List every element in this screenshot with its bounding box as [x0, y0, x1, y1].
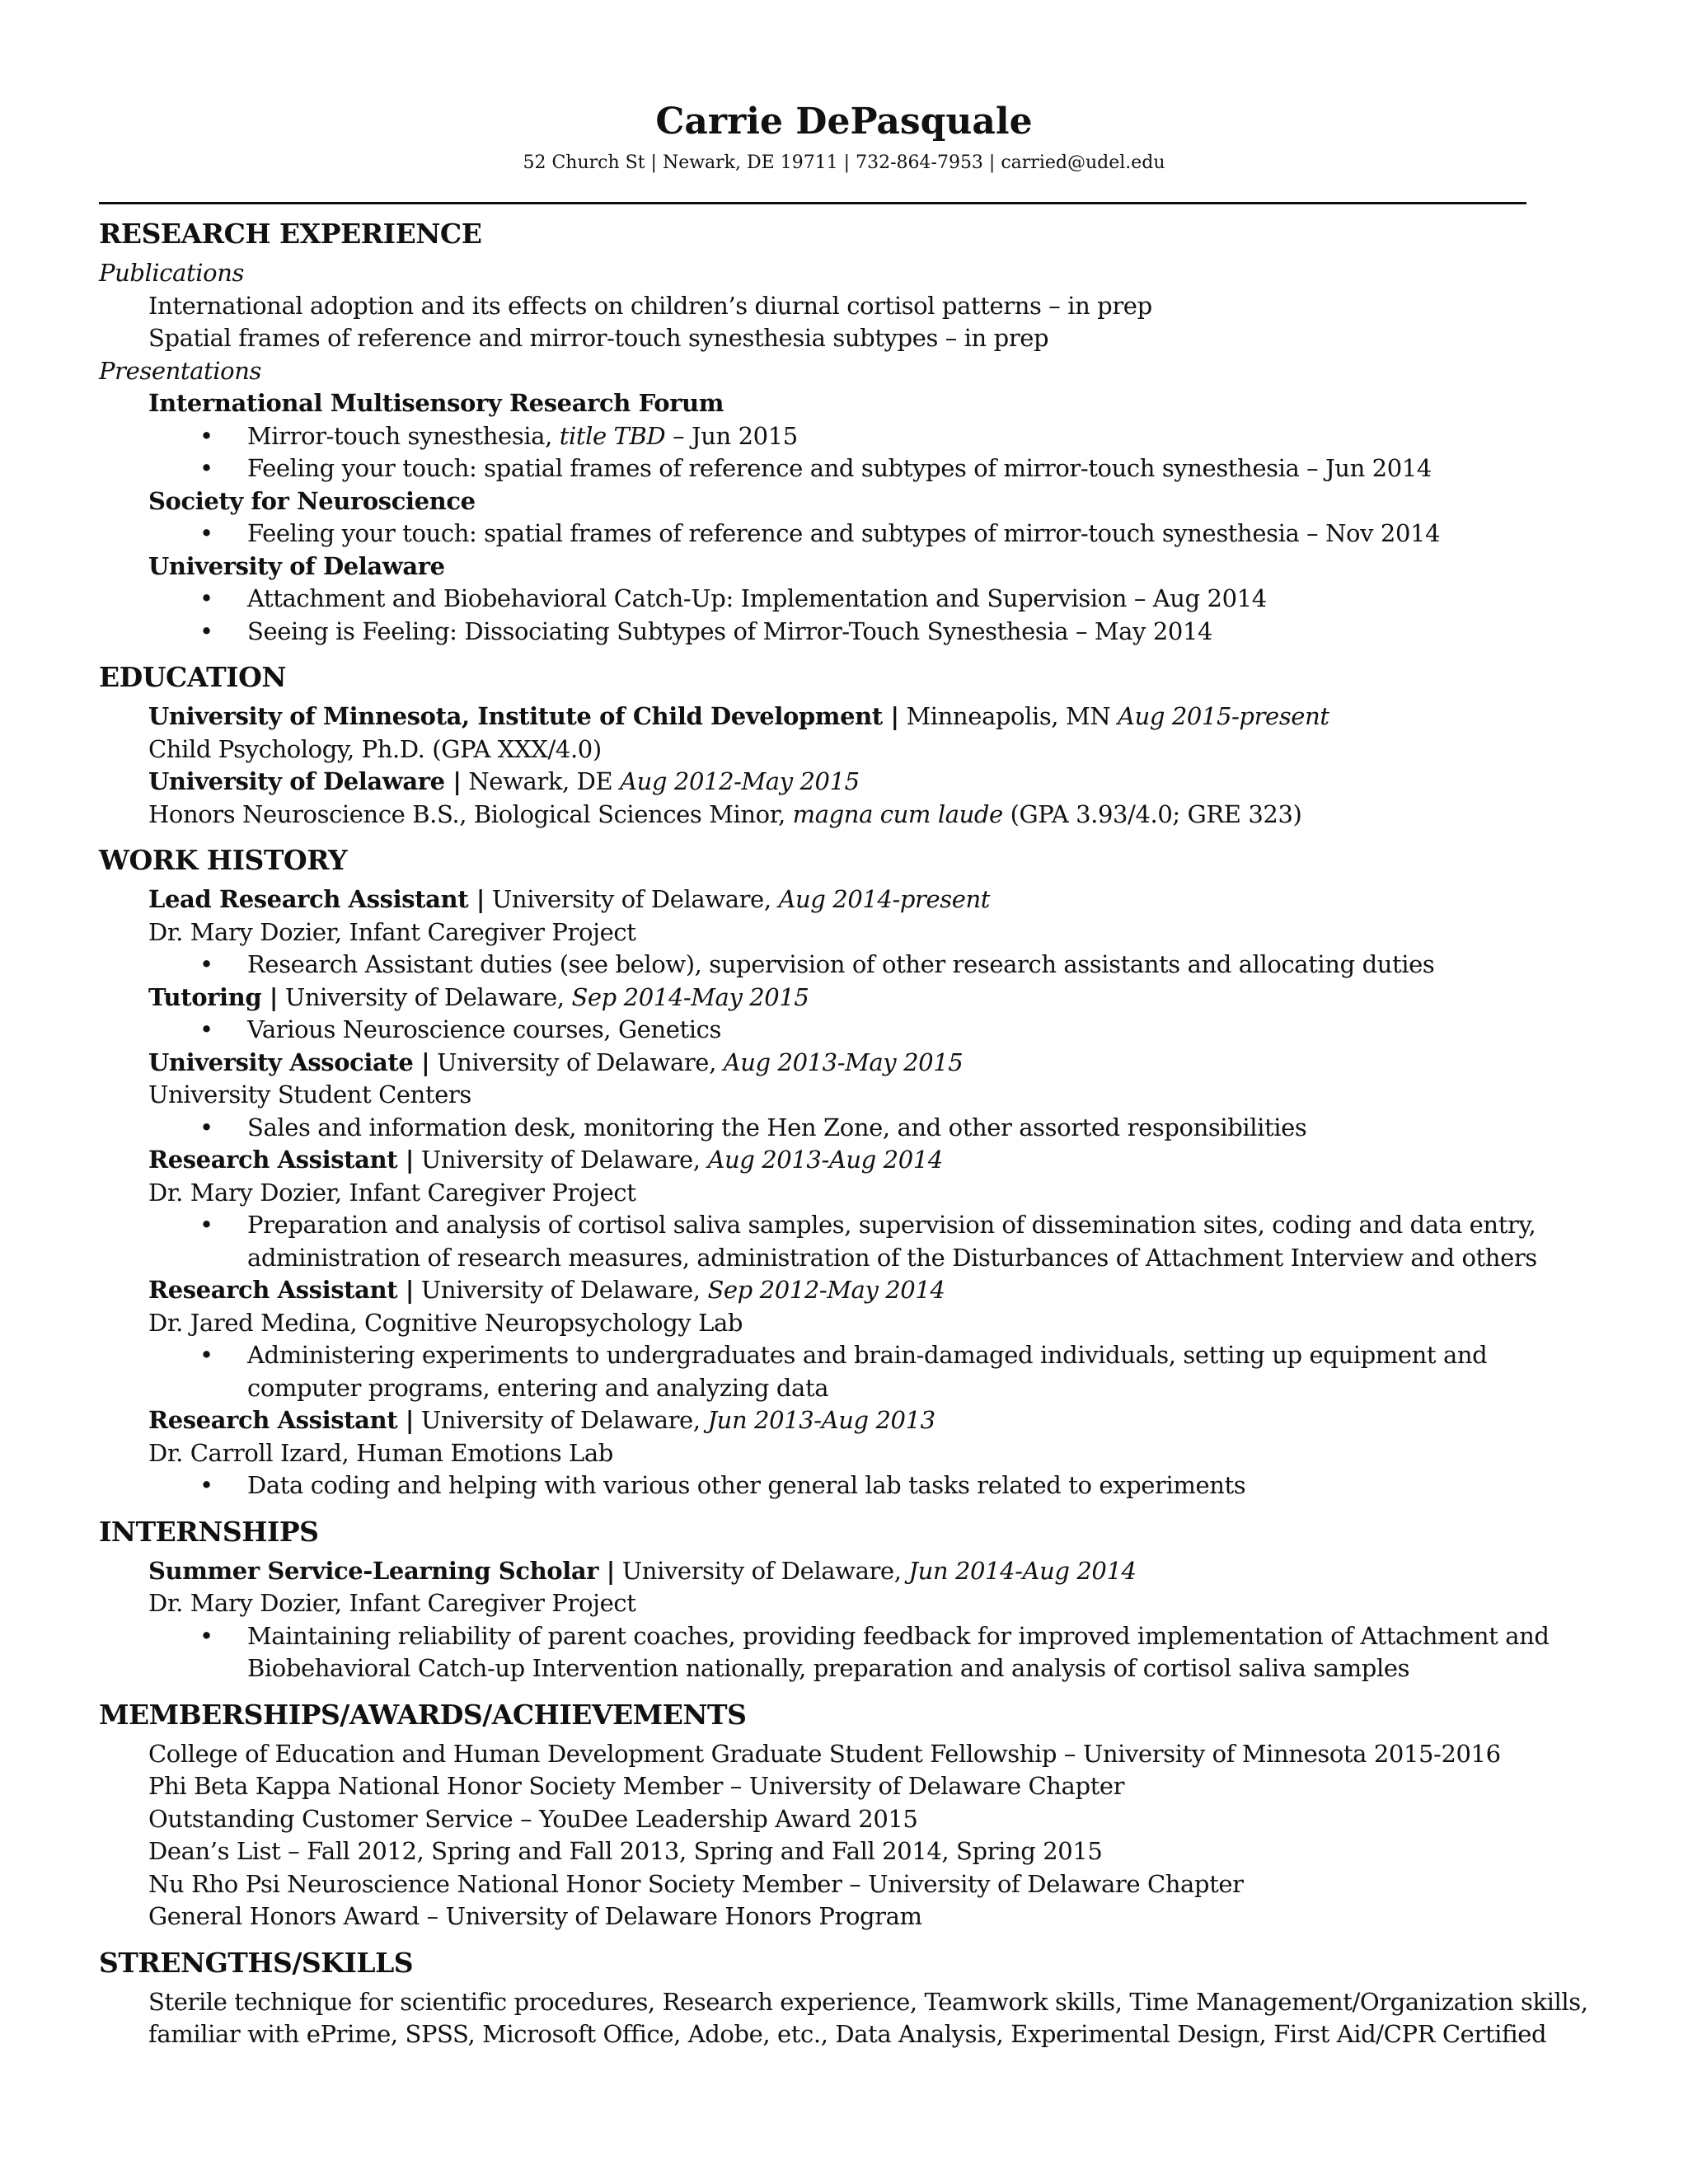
publication-item: Spatial frames of reference and mirror-touch synesthesia subtypes – in prep: [148, 324, 1049, 352]
memberships-section: [99, 1692, 1582, 1933]
job-duty: • Administering experiments to undergraduates and brain-damaged individuals, setting up equipment and: [99, 1339, 1582, 1372]
job-duty-continued: computer programs, entering and analyzing data: [247, 1373, 829, 1402]
membership-item: General Honors Award – University of Delaware Honors Program: [148, 1902, 922, 1930]
job-supervisor: Dr. Mary Dozier, Infant Caregiver Project: [148, 917, 636, 946]
job-supervisor: Dr. Carroll Izard, Human Emotions Lab: [148, 1438, 613, 1467]
job-supervisor: Dr. Jared Medina, Cognitive Neuropsychology Lab: [148, 1308, 743, 1337]
section-title: WORK HISTORY: [99, 844, 348, 876]
bullet-icon: •: [199, 1113, 213, 1141]
job-supervisor: Dr. Mary Dozier, Infant Caregiver Project: [148, 1178, 636, 1207]
education-entry: University of Minnesota, Institute of Child Development | Minneapolis, MN Aug 2015-present: [148, 702, 1329, 730]
bullet-icon: •: [199, 1341, 213, 1369]
presentation-item: • Mirror-touch synesthesia, title TBD – Jun 2015: [99, 420, 1582, 453]
bullet-icon: •: [199, 584, 213, 612]
job-duty: • Data coding and helping with various other general lab tasks related to experiments: [99, 1469, 1582, 1502]
skills-line: familiar with ePrime, SPSS, Microsoft Office, Adobe, etc., Data Analysis, Experimental Design, First Aid/CPR Certified: [148, 2020, 1547, 2048]
job-heading: Research Assistant | University of Delaware, Jun 2013-Aug 2013: [148, 1406, 935, 1434]
bullet-icon: •: [199, 950, 213, 978]
job-duty-continued: administration of research measures, administration of the Disturbances of Attachment Interview and others: [247, 1243, 1537, 1272]
presentation-venue: Society for Neuroscience: [148, 486, 476, 515]
presentations-label: Presentations: [99, 356, 261, 385]
section-title: STRENGTHS/SKILLS: [99, 1946, 414, 1979]
presentation-item: • Attachment and Biobehavioral Catch-Up: Implementation and Supervision – Aug 2014: [99, 583, 1582, 616]
section-title: MEMBERSHIPS/AWARDS/ACHIEVEMENTS: [99, 1698, 747, 1731]
section-title: EDUCATION: [99, 661, 287, 693]
internship-duty: • Maintaining reliability of parent coaches, providing feedback for improved implementation of Attachment and: [99, 1620, 1582, 1653]
candidate-name: Carrie DePasquale: [655, 101, 1033, 143]
job-supervisor: University Student Centers: [148, 1080, 471, 1108]
job-heading: University Associate | University of Delaware, Aug 2013-May 2015: [148, 1047, 964, 1076]
section-title: RESEARCH EXPERIENCE: [99, 218, 482, 250]
job-heading: Lead Research Assistant | University of Delaware, Aug 2014-present: [148, 885, 991, 913]
education-entry: University of Delaware | Newark, DE Aug 2012-May 2015: [148, 767, 860, 795]
job-heading: Research Assistant | University of Delaware, Aug 2013-Aug 2014: [148, 1146, 943, 1174]
presentation-item: • Feeling your touch: spatial frames of reference and subtypes of mirror-touch synesthesia – Nov 2014: [99, 518, 1582, 551]
bullet-icon: •: [199, 616, 213, 645]
internships-section: [99, 1509, 1582, 1685]
education-degree: Child Psychology, Ph.D. (GPA XXX/4.0): [148, 734, 602, 763]
internship-duty-continued: Biobehavioral Catch-up Intervention nationally, preparation and analysis of cortisol saliva samples: [247, 1654, 1410, 1682]
job-duty: • Research Assistant duties (see below), supervision of other research assistants and allocating duties: [99, 949, 1582, 982]
membership-item: Nu Rho Psi Neuroscience National Honor Society Member – University of Delaware Chapter: [148, 1869, 1244, 1898]
bullet-icon: •: [199, 519, 213, 547]
internship-heading: Summer Service-Learning Scholar | University of Delaware, Jun 2014-Aug 2014: [148, 1556, 1137, 1585]
city: Newark, DE 19711: [662, 152, 838, 173]
presentation-venue: University of Delaware: [148, 551, 445, 580]
bullet-icon: •: [199, 421, 213, 450]
presentation-venue: International Multisensory Research Forum: [148, 389, 724, 417]
membership-item: Outstanding Customer Service – YouDee Leadership Award 2015: [148, 1804, 918, 1833]
education-section: [99, 654, 1582, 831]
bullet-icon: •: [199, 1471, 213, 1499]
email-link[interactable]: carried@udel.edu: [1001, 152, 1165, 173]
contact-line: 52 Church St | Newark, DE 19711 | 732-864-7953 | carried@udel.edu: [523, 152, 1165, 173]
skills-section: [99, 1940, 1588, 2051]
presentation-item: • Feeling your touch: spatial frames of reference and subtypes of mirror-touch synesthesia – Jun 2014: [99, 452, 1582, 485]
job-heading: Tutoring | University of Delaware, Sep 2014-May 2015: [148, 982, 809, 1011]
skills-line: Sterile technique for scientific procedures, Research experience, Teamwork skills, Time Management/Organization skills,: [148, 1987, 1588, 2016]
bullet-icon: •: [199, 454, 213, 482]
job-duty: • Sales and information desk, monitoring the Hen Zone, and other assorted responsibilities: [99, 1112, 1582, 1145]
research-section: [99, 211, 1582, 648]
work-section: [99, 837, 1582, 1502]
education-degree: Honors Neuroscience B.S., Biological Sciences Minor, magna cum laude (GPA 3.93/4.0; GRE 323): [148, 799, 1302, 828]
header-divider: [99, 202, 1526, 204]
resume-header: [0, 97, 1688, 178]
bullet-icon: •: [199, 1621, 213, 1650]
bullet-icon: •: [199, 1015, 213, 1043]
publications-label: Publications: [99, 259, 244, 287]
section-title: INTERNSHIPS: [99, 1515, 319, 1548]
job-duty: • Various Neuroscience courses, Genetics: [99, 1014, 1582, 1047]
membership-item: Phi Beta Kappa National Honor Society Member – University of Delaware Chapter: [148, 1772, 1125, 1800]
presentation-item: • Seeing is Feeling: Dissociating Subtypes of Mirror-Touch Synesthesia – May 2014: [99, 616, 1582, 649]
bullet-icon: •: [199, 1211, 213, 1239]
membership-item: College of Education and Human Development Graduate Student Fellowship – University of Minnesota 2015-2016: [148, 1739, 1501, 1768]
publication-item: International adoption and its effects on children’s diurnal cortisol patterns – in prep: [148, 291, 1152, 320]
internship-supervisor: Dr. Mary Dozier, Infant Caregiver Project: [148, 1589, 636, 1617]
address: 52 Church St: [523, 152, 645, 173]
resume-body: [99, 211, 1588, 2051]
phone: 732-864-7953: [856, 152, 983, 173]
job-heading: Research Assistant | University of Delaware, Sep 2012-May 2014: [148, 1276, 945, 1304]
job-duty: • Preparation and analysis of cortisol saliva samples, supervision of dissemination sites, coding and data entry,: [99, 1209, 1582, 1242]
membership-item: Dean’s List – Fall 2012, Spring and Fall 2013, Spring and Fall 2014, Spring 2015: [148, 1837, 1103, 1865]
